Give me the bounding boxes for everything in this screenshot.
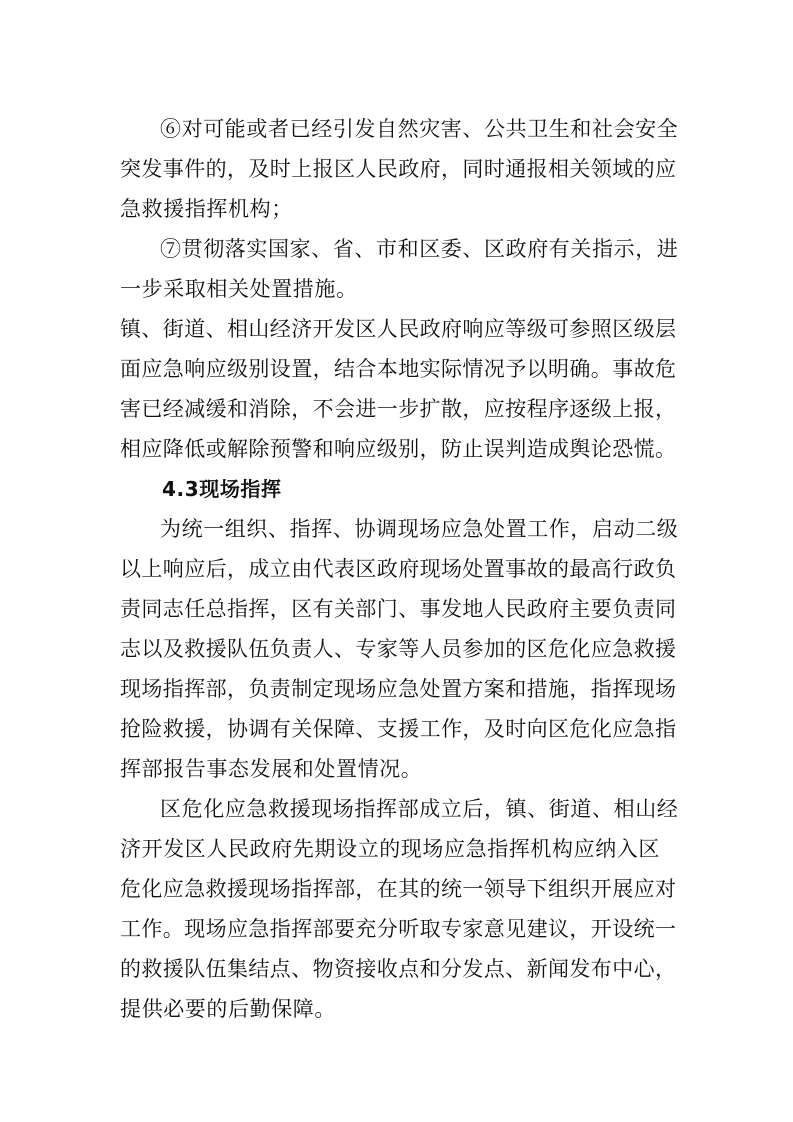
paragraph-line: 的救援队伍集结点、物资接收点和分发点、新闻发布中心， <box>120 957 677 981</box>
paragraph-line: 抢险救援，协调有关保障、支援工作，及时向区危化应急指 <box>120 717 677 741</box>
paragraph-line: 区危化应急救援现场指挥部成立后，镇、街道、相山经 <box>160 797 679 821</box>
paragraph-line: 挥部报告事态发展和处置情况。 <box>120 757 423 781</box>
paragraph-line: 害已经减缓和消除，不会进一步扩散，应按程序逐级上报， <box>120 397 677 421</box>
paragraph-line: 相应降低或解除预警和响应级别，防止误判造成舆论恐慌。 <box>120 437 677 461</box>
section-heading: 4.3现场指挥 <box>162 477 282 501</box>
paragraph-line: 现场指挥部，负责制定现场应急处置方案和措施，指挥现场 <box>120 677 677 701</box>
paragraph-line: 为统一组织、指挥、协调现场应急处置工作，启动二级 <box>160 517 679 541</box>
paragraph-line: 急救援指挥机构； <box>120 197 293 221</box>
paragraph-line: 镇、街道、相山经济开发区人民政府响应等级可参照区级层 <box>120 317 677 341</box>
paragraph-line: 责同志任总指挥，区有关部门、事发地人民政府主要负责同 <box>120 597 677 621</box>
paragraph-line: ⑥对可能或者已经引发自然灾害、公共卫生和社会安全 <box>160 117 679 141</box>
paragraph-line: 以上响应后，成立由代表区政府现场处置事故的最高行政负 <box>120 557 677 581</box>
paragraph-line: 提供必要的后勤保障。 <box>120 997 336 1021</box>
paragraph-line: 济开发区人民政府先期设立的现场应急指挥机构应纳入区 <box>120 837 660 861</box>
paragraph-line: 志以及救援队伍负责人、专家等人员参加的区危化应急救援 <box>120 637 677 661</box>
paragraph-line: 危化应急救援现场指挥部，在其的统一领导下组织开展应对 <box>120 877 677 901</box>
paragraph-line: 面应急响应级别设置，结合本地实际情况予以明确。事故危 <box>120 357 677 381</box>
paragraph-line: 突发事件的，及时上报区人民政府，同时通报相关领域的应 <box>120 157 677 181</box>
paragraph-line: ⑦贯彻落实国家、省、市和区委、区政府有关指示，进 <box>160 237 679 261</box>
paragraph-line: 一步采取相关处置措施。 <box>120 277 358 301</box>
paragraph-line: 工作。现场应急指挥部要充分听取专家意见建议，开设统一 <box>120 917 677 941</box>
